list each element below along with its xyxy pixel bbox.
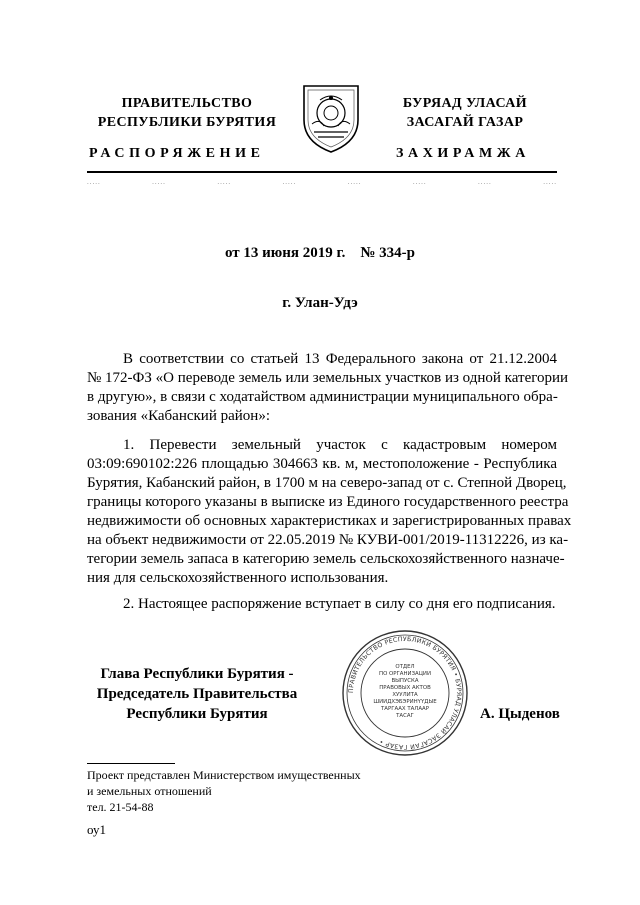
dot-fill: .....	[347, 178, 362, 186]
preamble-paragraph	[87, 350, 569, 426]
item-1-line: недвижимости об основных характеристиках и зарегистрированных правах	[87, 513, 572, 529]
government-name-ru-line2: РЕСПУБЛИКИ БУРЯТИЯ	[97, 115, 277, 130]
signatory-title-line1: Глава Республики Бурятия -	[100, 666, 294, 682]
seal-inner-line: ВЫПУСКА	[391, 678, 419, 684]
item-2-paragraph	[87, 595, 557, 614]
footer-divider	[87, 763, 175, 764]
dot-fill: .....	[152, 178, 166, 186]
item-1-line: границы которого указаны в выписке из Единого государственного реестра	[87, 494, 569, 510]
footer-code: оу1	[87, 822, 107, 837]
dot-fill: .....	[478, 178, 492, 186]
document-type-ru: РАСПОРЯЖЕНИЕ	[89, 146, 265, 161]
official-seal-stamp	[340, 628, 470, 758]
item-1-line: тегории земель запаса в категорию земель сельскохозяйственного назначе-	[87, 551, 565, 567]
seal-inner-line: ОТДЕЛ	[395, 664, 415, 670]
item-2-line: 2. Настоящее распоряжение вступает в силу со дня его подписания.	[123, 596, 556, 612]
dot-fill: .....	[282, 178, 297, 186]
footer-note-line2: и земельных отношений	[87, 784, 212, 798]
footer-note-line1: Проект представлен Министерством имущественных	[87, 768, 361, 782]
signatory-title	[87, 664, 307, 724]
dot-fill: .....	[87, 178, 101, 186]
government-name-bua	[370, 94, 560, 132]
dot-fill: .....	[412, 178, 427, 186]
seal-ring-text: ПРАВИТЕЛЬСТВО РЕСПУБЛИКИ БУРЯТИЯ • БУРЯАД УЛАСАЙ ЗАСАГАЙ ГАЗАР •	[347, 635, 463, 751]
item-1-line: на объект недвижимости от 22.05.2019 № КУВИ-001/2019-11312226, из ка-	[87, 532, 569, 548]
preamble-line: зования «Кабанский район»:	[87, 408, 270, 424]
seal-inner-line: ПРАВОВЫХ АКТОВ	[379, 685, 431, 691]
signatory-title-line3: Республики Бурятия	[126, 706, 268, 722]
header-divider	[87, 171, 557, 173]
preamble-line: В соответствии со статьей 13 Федерального закона от 21.12.2004	[123, 351, 557, 367]
government-name-bua-line2: ЗАСАГАЙ ГАЗАР	[406, 115, 524, 130]
seal-inner-line: ТАРГААХ ТАЛААР	[381, 706, 429, 712]
header-dotted-line	[87, 178, 557, 186]
item-1-line: 1. Перевести земельный участок с кадастровым номером	[123, 437, 557, 453]
government-name-ru	[87, 94, 287, 132]
document-city: г. Улан-Удэ	[282, 295, 358, 311]
item-1-line: Бурятия, Кабанский район, в 1700 м на северо-запад от с. Степной Дворец,	[87, 475, 567, 491]
preamble-line: № 172-ФЗ «О переводе земель или земельных участков из одной категории	[87, 370, 569, 386]
preamble-line: в другую», в связи с ходатайством администрации муниципального обра-	[87, 389, 558, 405]
coat-of-arms-emblem	[300, 80, 362, 154]
document-type-bua: ЗАХИРАМЖА	[396, 146, 530, 161]
item-1-line: 03:09:690102:226 площадью 304663 кв. м, местоположение - Республика	[87, 456, 557, 472]
seal-inner-line: ПО ОРГАНИЗАЦИИ	[379, 671, 431, 677]
signatory-title-line2: Председатель Правительства	[96, 686, 298, 702]
signatory-name: А. Цыденов	[480, 706, 560, 722]
government-name-bua-line1: БУРЯАД УЛАСАЙ	[402, 96, 528, 111]
item-1-paragraph	[87, 436, 572, 588]
dot-fill: .....	[543, 178, 557, 186]
seal-inner-line: ШИИДХЭБЭРИНҮҮДЫЕ	[373, 699, 437, 705]
item-1-line: ния для сельскохозяйственного использования.	[87, 570, 389, 586]
government-name-ru-line1: ПРАВИТЕЛЬСТВО	[121, 96, 253, 111]
footer-phone: тел. 21-54-88	[87, 800, 154, 814]
dot-fill: .....	[217, 178, 232, 186]
seal-inner-line: ХУУЛИТА	[392, 692, 418, 698]
footer-note	[87, 767, 407, 815]
seal-inner-line: ТАСАГ	[396, 713, 414, 719]
document-date-number: от 13 июня 2019 г. № 334-р	[224, 245, 416, 261]
